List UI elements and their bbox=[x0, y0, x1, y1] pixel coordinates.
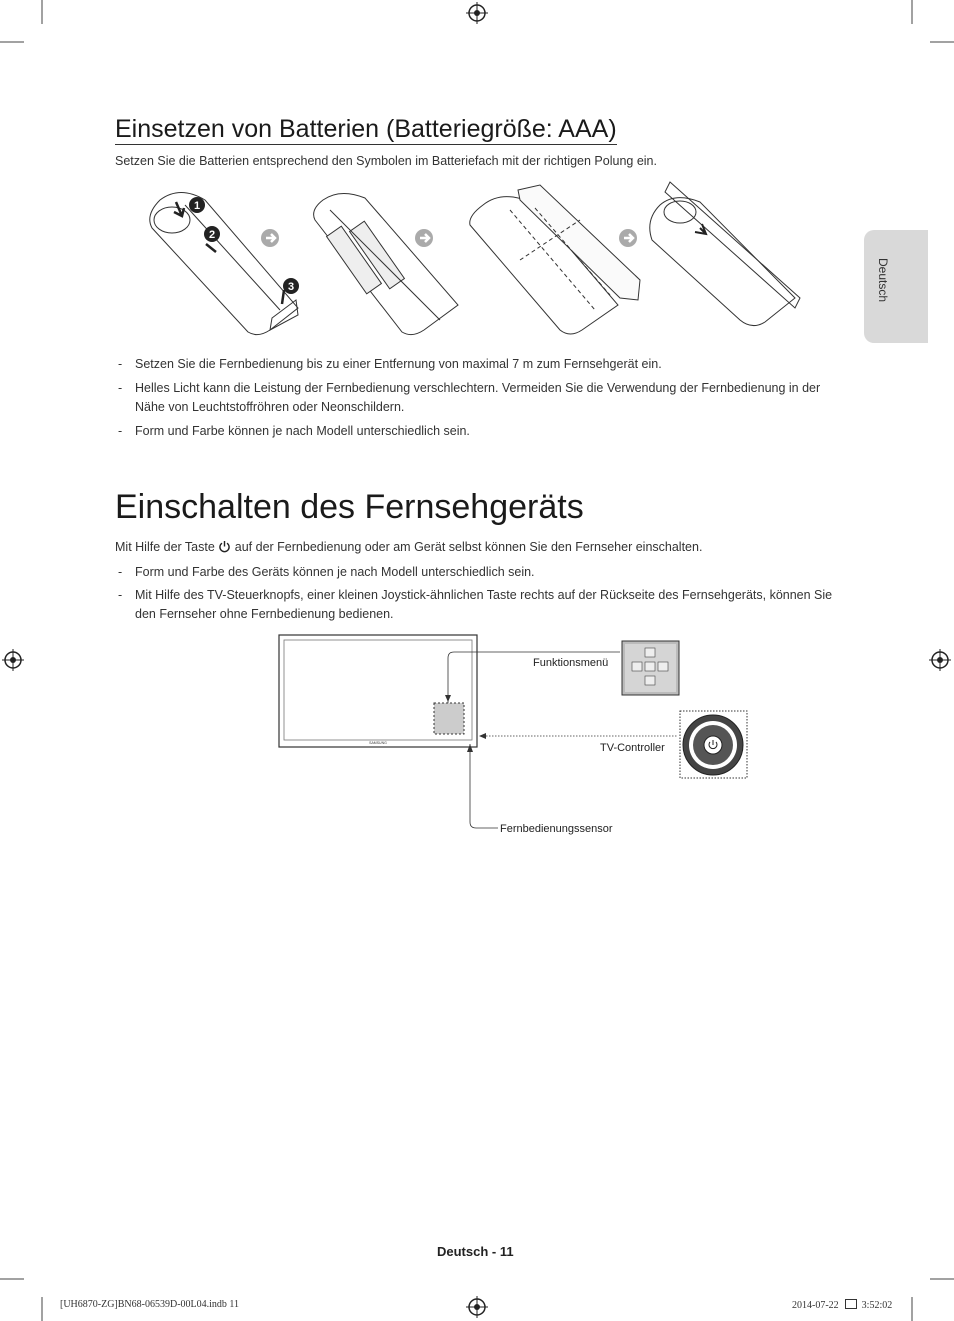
crosshair-registration-icon bbox=[929, 649, 951, 671]
arrow-right-circle-icon bbox=[415, 229, 433, 247]
tv-controller-diagram bbox=[270, 630, 760, 850]
file-reference: [UH6870-ZG]BN68-06539D-00L04.indb 11 bbox=[60, 1299, 240, 1310]
remote-sensor-label: Fernbedienungssensor bbox=[500, 823, 613, 835]
tv-controller-label: TV-Controller bbox=[600, 742, 665, 754]
step-2-label: 2 bbox=[208, 229, 216, 241]
page-number: Deutsch - 11 bbox=[437, 1244, 514, 1259]
arrow-right-circle-icon bbox=[619, 229, 637, 247]
crosshair-registration-icon bbox=[2, 649, 24, 671]
power-note-2: - Mit Hilfe des TV-Steuerknopfs, einer kleinen Joystick-ähnlichen Taste rechts auf der Rückseite des Fernsehgeräts, können Sie den Fernseher ohne Fernbedienung bedienen. bbox=[118, 588, 833, 621]
arrow-right-circle-icon bbox=[261, 229, 279, 247]
battery-note-3: - Form und Farbe können je nach Modell unterschiedlich sein. bbox=[118, 424, 470, 438]
glyph-box-icon bbox=[845, 1299, 857, 1309]
print-timestamp: 2014-07-22 3:52:02 bbox=[792, 1300, 893, 1311]
controller-area bbox=[434, 703, 464, 734]
power-intro: Mit Hilfe der Taste auf der Fernbedienung oder am Gerät selbst können Sie den Fernseher einschalten. bbox=[115, 540, 703, 554]
step-1-label: 1 bbox=[193, 200, 201, 212]
power-section-title: Einschalten des Fernsehgeräts bbox=[115, 488, 584, 526]
power-note-1: - Form und Farbe des Geräts können je nach Modell unterschiedlich sein. bbox=[118, 565, 535, 579]
battery-note-1: - Setzen Sie die Fernbedienung bis zu einer Entfernung von maximal 7 m zum Fernsehgerät ein. bbox=[118, 357, 662, 371]
side-tab-label: Deutsch bbox=[876, 258, 890, 303]
battery-intro: Setzen Sie die Batterien entsprechend den Symbolen im Batteriefach mit der richtigen Polung ein. bbox=[115, 154, 657, 168]
battery-section-title: Einsetzen von Batterien (Batteriegröße: AAA) bbox=[115, 115, 617, 143]
battery-insertion-illustration bbox=[140, 180, 820, 340]
crosshair-registration-icon bbox=[466, 2, 488, 24]
tv-brand-label: SAMSUNG bbox=[369, 741, 387, 745]
crosshair-registration-icon bbox=[466, 1296, 488, 1318]
power-icon bbox=[218, 540, 231, 553]
function-menu-label: Funktionsmenü bbox=[533, 657, 609, 669]
battery-note-2: - Helles Licht kann die Leistung der Fernbedienung verschlechtern. Vermeiden Sie die Verwendung der Fernbedienung in der Nähe von Leuchtstoffröhren oder Neonschildern. bbox=[118, 381, 821, 414]
step-3-label: 3 bbox=[287, 281, 295, 293]
